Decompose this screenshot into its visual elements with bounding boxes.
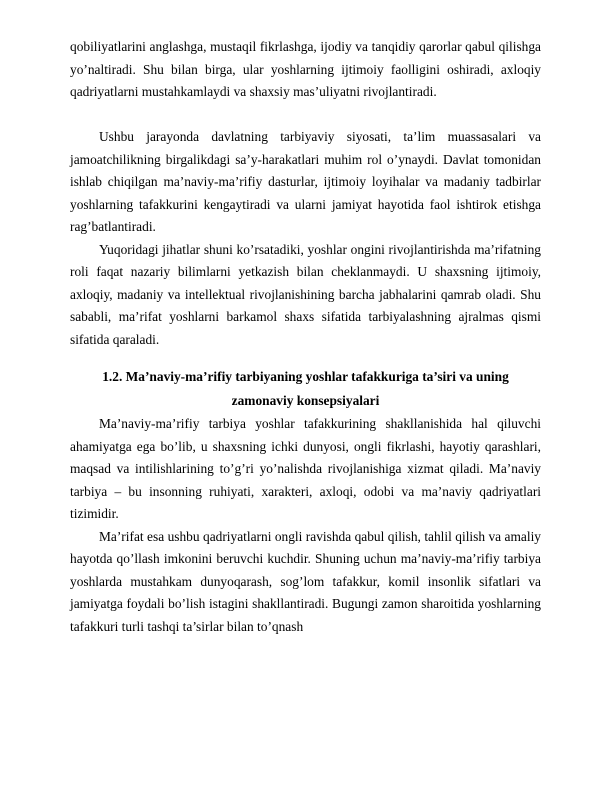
document-page	[70, 36, 541, 638]
paragraph-gap	[70, 104, 541, 127]
paragraph-1: qobiliyatlarini anglashga, mustaqil fikrlashga, ijodiy va tanqidiy qarorlar qabul qilishga yo’naltiradi. Shu bilan birga, ular yoshlarning ijtimoiy faolligini oshiradi, axloqiy qadriyatlarni mustahkamlaydi va shaxsiy mas’uliyatni rivojlantiradi.	[70, 39, 541, 99]
section-heading	[70, 365, 541, 413]
paragraph-3: Yuqoridagi jihatlar shuni ko’rsatadiki, yoshlar ongini rivojlantirishda ma’rifatning roli faqat nazariy bilimlarni yetkazish bilan cheklanmaydi. U shaxsning ijtimoiy, axloqiy, madaniy va intellektual rivojlanishining barcha jabhalarini qamrab oladi. Shu sababli, ma’rifat yoshlarni barkamol shaxs sifatida tarbiyalashning ajralmas qismi sifatida qaraladi.	[70, 241, 541, 347]
paragraph-4: Ma’naviy-ma’rifiy tarbiya yoshlar tafakkurining shakllanishida hal qiluvchi ahamiyatga ega bo’lib, u shaxsning ichki dunyosi, ongli fikrlashi, hayotiy qarashlari, maqsad va intilishlarining to’g’ri yo’nalishda rivojlanishiga xizmat qiladi. Ma’naviy tarbiya – bu insonning ruhiyati, xarakteri, axloqi, odobi va ma’naviy qadriyatlari tizimidir.	[70, 416, 541, 521]
section-heading-line-2: zamonaviy konsepsiyalari	[231, 393, 380, 408]
section-heading-line-1: 1.2. Ma’naviy-ma’rifiy tarbiyaning yoshlar tafakkuriga ta’siri va uning	[102, 369, 509, 384]
paragraph-5: Ma’rifat esa ushbu qadriyatlarni ongli ravishda qabul qilish, tahlil qilish va amaliy hayotda qo’llash imkonini beruvchi kuchdir. Shuning uchun ma’naviy-ma’rifiy tarbiya yoshlarda mustahkam dunyoqarash, sog’lom tafakkur, komil insonlik sifatlari va jamiyatga foydali bo’lish istagini shakllantiradi. Bugungi zamon sharoitida yoshlarning tafakkuri turli tashqi ta’sirlar bilan to’qnash	[70, 528, 541, 634]
paragraph-2: Ushbu jarayonda davlatning tarbiyaviy siyosati, ta’lim muassasalari va jamoatchilikning birgalikdagi sa’y-harakatlari muhim rol o’ynaydi. Davlat tomonidan ishlab chiqilgan ma’naviy-ma’rifiy dasturlar, ijtimoiy loyihalar va madaniy tadbirlar yoshlarning tafakkurini kengaytiradi va ularni jamiyat hayotida faol ishtirok etishga rag’batlantiradi.	[70, 129, 541, 234]
